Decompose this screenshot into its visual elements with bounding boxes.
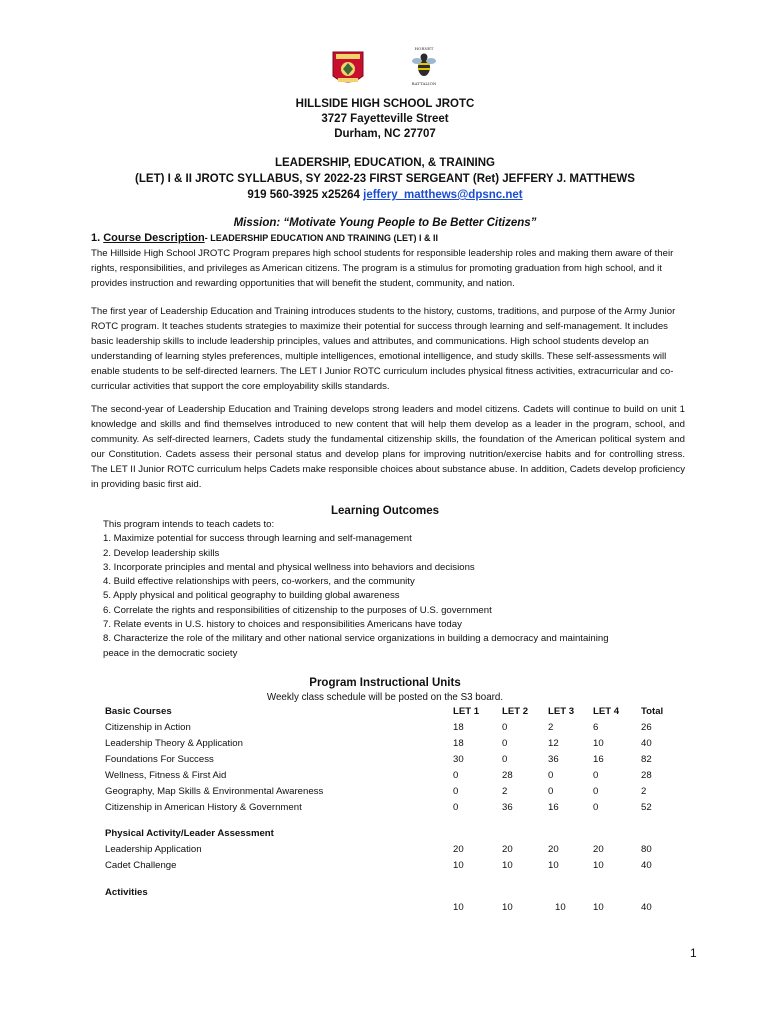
table-cell: 28 xyxy=(502,770,513,781)
table-cell: 52 xyxy=(641,802,652,813)
course-paragraph-2: The first year of Leadership Education and Training introduces students to the history, customs, traditions, and purpose of the Army Junior ROTC program. It teaches students strategies to maximize their potential for success through learning and self-management. It includes basic leadership skills to include leadership principles, values and attributes, and communications. High school students develop an understanding of learning styles preferences, multiple intelligences, emotional intelligence, and study skills. These self-assessments will enable students to be self-directed learners. The LET I Junior ROTC curriculum includes physical fitness activities, extracurricular and co-curricular activities that support the core employability skills standards. xyxy=(91,306,676,392)
course-description-title: Course Description xyxy=(103,232,205,244)
list-item: 1. Maximize potential for success through learning and self-management xyxy=(103,533,412,545)
section-heading: Physical Activity/Leader Assessment xyxy=(105,828,274,839)
table-row xyxy=(105,786,695,801)
hornet-logo-top-text: HORNET xyxy=(414,46,434,51)
table-cell: 16 xyxy=(548,802,559,813)
table-row xyxy=(105,722,695,737)
mission-statement: Mission: “Motivate Young People to Be Better Citizens” xyxy=(233,217,537,229)
table-cell: 20 xyxy=(548,844,559,855)
jrotc-crest-logo xyxy=(331,50,365,88)
table-cell: 36 xyxy=(502,802,513,813)
table-header-row xyxy=(105,706,695,721)
column-header: LET 2 xyxy=(502,706,529,717)
table-cell: 20 xyxy=(453,844,464,855)
column-header: LET 1 xyxy=(453,706,480,717)
section-heading: Activities xyxy=(105,887,148,898)
units-title: Program Instructional Units xyxy=(309,677,461,689)
list-item: 7. Relate events in U.S. history to choices and responsibilities Americans have today xyxy=(103,619,462,631)
table-row xyxy=(105,738,695,753)
hornet-logo-bottom-text: BATTALION xyxy=(411,81,437,86)
learning-outcomes-title: Learning Outcomes xyxy=(331,505,439,517)
table-cell: 0 xyxy=(502,754,508,765)
table-cell: 10 xyxy=(593,902,604,913)
table-cell: Geography, Map Skills & Environmental Awareness xyxy=(105,786,324,797)
course-paragraph-3: The second-year of Leadership Education and Training develops strong leaders and model citizens. Cadets will continue to build on unit 1 knowledge and skills and find themselves introduced to new content that will help them develop as a leader in the program, school, and community. As self-directed learners, Cadets study the fundamental citizenship skills, the foundation of the American political system and our Constitution. Cadets assess their personal status and develop plans for improving nutrition/exercise habits and for controlling stress. The LET II Junior ROTC curriculum helps Cadets make responsible choices about substance abuse. In addition, Cadets develop proficiency in providing basic first aid. xyxy=(91,404,685,490)
column-header: Total xyxy=(641,706,664,717)
list-item: 8. Characterize the role of the military and other national service organizations in building a democracy and maintaining xyxy=(103,633,609,645)
table-cell: 0 xyxy=(453,802,459,813)
table-cell: 40 xyxy=(641,902,652,913)
table-row xyxy=(105,754,695,769)
table-cell: Foundations For Success xyxy=(105,754,214,765)
table-cell: 28 xyxy=(641,770,652,781)
list-item: 4. Build effective relationships with peers, co-workers, and the community xyxy=(103,576,415,588)
contact-line xyxy=(0,187,770,203)
table-row xyxy=(105,902,695,917)
table-cell: 2 xyxy=(548,722,554,733)
column-header: LET 4 xyxy=(593,706,620,717)
list-item: 2. Develop leadership skills xyxy=(103,547,220,559)
table-cell: 18 xyxy=(453,738,464,749)
table-cell: 6 xyxy=(593,722,599,733)
activities-heading xyxy=(105,887,695,902)
table-row xyxy=(105,802,695,817)
table-row xyxy=(105,770,695,785)
table-cell: 20 xyxy=(593,844,604,855)
table-cell: 82 xyxy=(641,754,652,765)
table-cell: 18 xyxy=(453,722,464,733)
table-cell: 10 xyxy=(548,860,559,871)
table-cell: 0 xyxy=(593,770,599,781)
table-cell: 80 xyxy=(641,844,652,855)
hornet-battalion-logo xyxy=(406,46,442,90)
section-number: 1. xyxy=(91,232,104,244)
table-cell: 20 xyxy=(502,844,513,855)
column-header: Basic Courses xyxy=(105,706,172,717)
units-subtitle: Weekly class schedule will be posted on the S3 board. xyxy=(266,692,504,703)
table-cell: 40 xyxy=(641,860,652,871)
learning-outcomes-intro: This program intends to teach cadets to: xyxy=(103,519,275,530)
table-cell: 0 xyxy=(593,802,599,813)
table-cell: Cadet Challenge xyxy=(105,860,177,871)
table-cell: Leadership Theory & Application xyxy=(105,738,243,749)
table-cell: 2 xyxy=(641,786,647,797)
course-description-heading xyxy=(91,231,438,246)
school-city: Durham, NC 27707 xyxy=(334,128,436,140)
course-description-subtitle: - LEADERSHIP EDUCATION AND TRAINING (LET) I & II xyxy=(204,233,439,243)
list-item: 3. Incorporate principles and mental and physical wellness into behaviors and decisions xyxy=(103,561,475,573)
physical-activity-heading xyxy=(105,828,695,843)
table-cell: 2 xyxy=(502,786,508,797)
table-cell: 10 xyxy=(555,902,566,913)
syllabus-line: (LET) I & II JROTC SYLLABUS, SY 2022-23 FIRST SERGEANT (Ret) JEFFERY J. MATTHEWS xyxy=(135,173,635,185)
list-item: 6. Correlate the rights and responsibilities of citizenship to the purposes of U.S. government xyxy=(103,604,492,616)
page-number: 1 xyxy=(690,946,697,960)
table-cell: 10 xyxy=(593,860,604,871)
table-cell: 10 xyxy=(502,902,513,913)
column-header: LET 3 xyxy=(548,706,575,717)
table-cell: 10 xyxy=(453,860,464,871)
list-item: peace in the democratic society xyxy=(103,647,238,659)
table-row xyxy=(105,844,695,859)
table-cell: Wellness, Fitness & First Aid xyxy=(105,770,227,781)
table-cell: Citizenship in American History & Government xyxy=(105,802,302,813)
table-cell: 10 xyxy=(502,860,513,871)
learning-outcomes-list xyxy=(103,518,663,661)
table-cell: 26 xyxy=(641,722,652,733)
table-cell: 0 xyxy=(453,770,459,781)
table-cell: 0 xyxy=(453,786,459,797)
email-link[interactable]: jeffery_matthews@dpsnc.net xyxy=(363,189,523,201)
table-cell: 0 xyxy=(502,738,508,749)
list-item: 5. Apply physical and political geography to building global awareness xyxy=(103,590,400,602)
table-cell: Leadership Application xyxy=(105,844,202,855)
table-cell: 10 xyxy=(453,902,464,913)
table-cell: 16 xyxy=(593,754,604,765)
school-street: 3727 Fayetteville Street xyxy=(321,113,449,125)
table-cell: 10 xyxy=(593,738,604,749)
table-cell: 36 xyxy=(548,754,559,765)
table-cell: 30 xyxy=(453,754,464,765)
program-title: LEADERSHIP, EDUCATION, & TRAINING xyxy=(274,157,495,169)
table-cell: 0 xyxy=(548,786,554,797)
table-cell: 0 xyxy=(502,722,508,733)
phone-number: 919 560-3925 x25264 xyxy=(247,189,364,201)
table-cell: 0 xyxy=(548,770,554,781)
school-name: HILLSIDE HIGH SCHOOL JROTC xyxy=(295,98,475,110)
table-cell: 0 xyxy=(593,786,599,797)
table-cell: 12 xyxy=(548,738,559,749)
table-cell: 40 xyxy=(641,738,652,749)
course-paragraph-1: The Hillside High School JROTC Program prepares high school students for responsible leadership roles and making them aware of their rights, responsibilities, and privileges as American citizens. The program is a stimulus for promoting graduation from high school, and it provides instruction and rewarding opportunities that will benefit the student, community, and nation. xyxy=(91,248,674,289)
table-cell: Citizenship in Action xyxy=(105,722,191,733)
table-row xyxy=(105,860,695,875)
